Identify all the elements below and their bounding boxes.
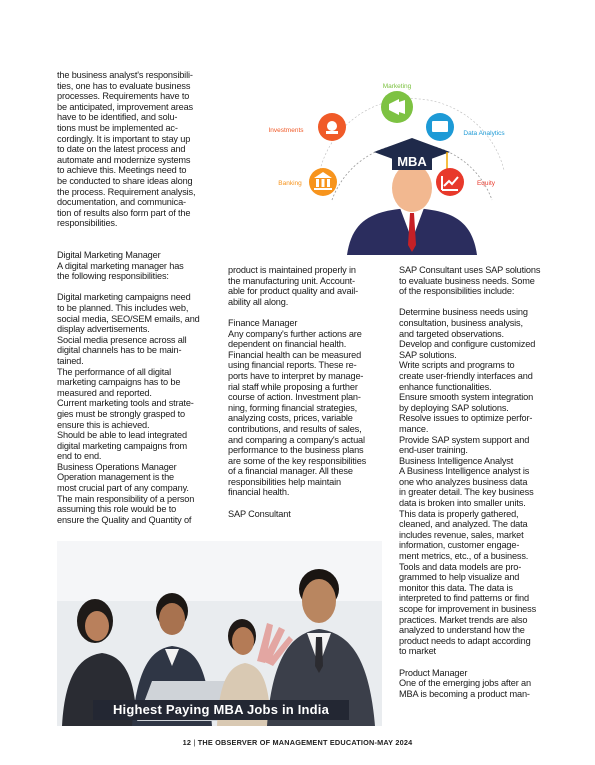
investments-node (268, 113, 346, 141)
people-illustration (57, 541, 382, 726)
data-analytics-node (426, 113, 505, 141)
page-footer (0, 738, 595, 747)
banking-label: Banking (278, 180, 302, 187)
body-text: Determine business needs using consultation, business analysis, and targeted observations. Develop and configure customized SAP solutions. Write scripts and programs to create user-friendly interfaces and enhance functionalities. Ensure smooth system integration by deploying SAP solutions. Resolve issues to optimize perfor- mance. Provide SAP system support and end-user training. Business Intelligence Analyst A Business Intelligence analyst is one who analyzes business data in greater detail. The key business data is broken into smaller units. This data is properly gathered, cleaned, and analyzed. The data includes revenue, sales, market information, customer engage- ment metrics, etc., of a business. Tools and data models are pro- grammed to help visualize and monitor this data. The data is interpreted to find patterns or find scope for improvement in business practices. Market trends are also analyzed to understand how the product needs to adapt according to market (399, 307, 537, 657)
body-text: the business analyst's responsibili- ties, one has to evaluate business processes. Requirements have to be anticipated, improvement areas have to be identified, and solu- tions must be implemented ac- cordingly. It is important to stay up to date on the latest process and automate and modernize systems to achieve this. Meetings need to be conducted to share ideas along the process. Requirement analysis, documentation, and communica- tion of results also form part of the responsibilities. (57, 70, 196, 229)
monitor-icon (432, 121, 448, 132)
equity-node (436, 168, 496, 196)
column-1-top (57, 70, 214, 229)
body-text: Digital marketing campaigns need to be planned. This includes web, social media, SEO/SEM emails, and display advertisements. Social media presence across all digital channels has to be main- tained. The performance of all digital marketing campaigns has to be measured and reported. Current marketing tools and strate- gies must be strongly grasped to ensure this is achieved. Should be able to lead integrated digital marketing campaigns from end to end. Business Operations Manager Operation management is the most crucial part of any company. The main responsibility of a person assuming this role would be to ensure the Quality and Quantity of (57, 292, 200, 525)
body-text: SAP Consultant uses SAP solutions to evaluate business needs. Some of the responsibilities include: (399, 265, 541, 297)
mba-label: MBA (397, 154, 427, 169)
marketing-label: Marketing (382, 83, 412, 90)
footer-separator: | (191, 738, 198, 747)
photo-caption: Highest Paying MBA Jobs in India (93, 700, 349, 720)
equity-label: Equity (476, 180, 496, 187)
investments-label: Investments (268, 127, 304, 134)
data-analytics-label: Data Analytics (463, 130, 505, 137)
body-text: product is maintained properly in the manufacturing unit. Account- able for product quality and avail- ability all along. (228, 265, 359, 307)
section-heading-sap: SAP Consultant (228, 508, 291, 519)
column-3 (399, 265, 559, 699)
business-people-photo (57, 541, 382, 726)
publication-title: THE OBSERVER OF MANAGEMENT EDUCATION-MAY 2024 (197, 738, 413, 747)
marketing-node (381, 83, 413, 123)
section-finance-manager: Finance Manager Any company's further actions are dependent on financial health. Financial health can be measured using financial reports. These re- ports have to interpret by manage- rial staff while proposing a further course of action. Investment plan- ning, forming financial strategies, analyzing costs, prices, variable contributions, and results of sales, and comparing a company's actual performance to the business plans are some of the key responsibilities of a financial manager. All these responsibilities help maintain financial health. (228, 317, 367, 498)
graduate-figure (347, 138, 477, 255)
section-heading-digital-marketing: Digital Marketing Manager A digital marketing manager has the following responsibilities: (57, 250, 184, 282)
column-1-bottom (57, 250, 214, 525)
section-product-manager: Product Manager One of the emerging jobs after an MBA is becoming a product man- (399, 667, 531, 699)
mba-careers-figure (262, 80, 562, 255)
page-number: 12 (182, 738, 192, 747)
column-2 (228, 265, 388, 519)
banking-node (278, 168, 337, 196)
